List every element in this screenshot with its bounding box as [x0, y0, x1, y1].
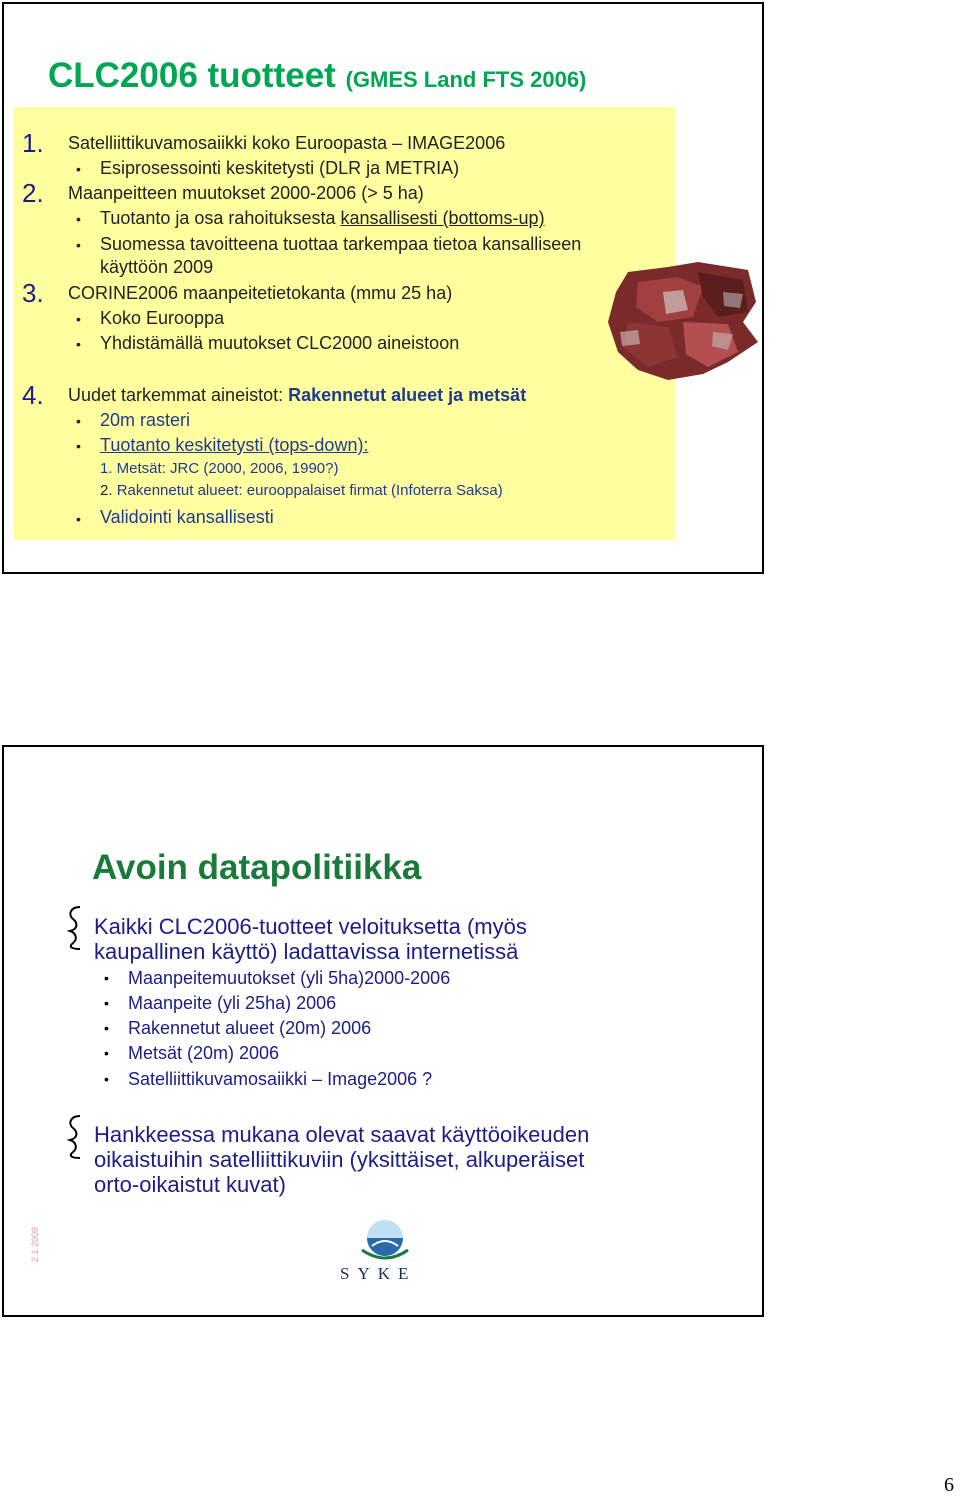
- item-4-sub-c: Validointi kansallisesti: [100, 507, 274, 527]
- item-3-sub-b: Yhdistämällä muutokset CLC2000 aineistoon: [100, 333, 460, 353]
- item-3-sub-a: Koko Eurooppa: [100, 308, 225, 328]
- slide-1-title: CLC2006 tuotteet (GMES Land FTS 2006): [48, 56, 587, 95]
- bullet-dot: •: [76, 413, 81, 429]
- point-1-bullet: Satelliittikuvamosaiikki – Image2006 ?: [128, 1069, 433, 1089]
- bullet-dot: •: [76, 161, 81, 177]
- item-3-text: CORINE2006 maanpeitetietokanta (mmu 25 ha): [68, 283, 453, 303]
- item-2-sub-b-line-1: Suomessa tavoitteena tuottaa tarkempaa tietoa kansalliseen: [100, 234, 582, 254]
- item-4-sub-a: 20m rasteri: [100, 410, 191, 430]
- item-1-number: 1.: [22, 128, 44, 158]
- bullet-dot: •: [104, 1045, 109, 1061]
- satellite-mosaic-image: [608, 262, 758, 380]
- bullet-dot: •: [76, 237, 81, 253]
- item-1-text: Satelliittikuvamosaiikki koko Euroopasta – IMAGE2006: [68, 133, 506, 153]
- bullet-dot: •: [76, 311, 81, 327]
- item-4-sub-b-1: 1. Metsät: JRC (2000, 2006, 1990?): [100, 460, 339, 477]
- point-2-line-1: Hankkeessa mukana olevat saavat käyttöoikeuden: [94, 1122, 590, 1147]
- slide-date: 2.1.2008: [30, 1226, 40, 1262]
- slide-2-title: Avoin datapolitiikka: [92, 848, 422, 887]
- item-2-sub-b-line-2: käyttöön 2009: [100, 257, 214, 277]
- item-4-number: 4.: [22, 380, 44, 410]
- point-1-bullet: Rakennetut alueet (20m) 2006: [128, 1018, 372, 1038]
- bullet-dot: •: [76, 511, 81, 527]
- point-1-bullet: Metsät (20m) 2006: [128, 1043, 280, 1063]
- item-2-sub-a: Tuotanto ja osa rahoituksesta kansallisesti (bottoms-up): [100, 208, 545, 228]
- syke-logo-text: SYKE: [340, 1264, 417, 1283]
- page-number: 6: [944, 1474, 954, 1496]
- point-2-line-3: orto-oikaistut kuvat): [94, 1172, 286, 1197]
- item-4-sub-b-2: 2. Rakennetut alueet: eurooppalaiset firmat (Infoterra Saksa): [100, 482, 503, 499]
- bullet-dot: •: [104, 970, 109, 986]
- point-1-bullet: Maanpeitemuutokset (yli 5ha)2000-2006: [128, 968, 451, 988]
- point-2-line-2: oikaistuihin satelliittikuviin (yksittäiset, alkuperäiset: [94, 1147, 585, 1172]
- point-1-line-2: kaupallinen käyttö) ladattavissa internetissä: [94, 939, 519, 964]
- item-2-number: 2.: [22, 178, 44, 208]
- bullet-dot: •: [76, 336, 81, 352]
- bullet-dot: •: [104, 995, 109, 1011]
- bullet-dot: •: [76, 211, 81, 227]
- item-4-sub-b: Tuotanto keskitetysti (tops-down):: [100, 435, 369, 455]
- item-1-sub-a: Esiprosessointi keskitetysti (DLR ja METRIA): [100, 158, 460, 178]
- bullet-dot: •: [104, 1020, 109, 1036]
- point-1-line-1: Kaikki CLC2006-tuotteet veloituksetta (myös: [94, 914, 527, 939]
- bullet-dot: •: [104, 1071, 109, 1087]
- hook-bullet-icon: [64, 905, 86, 951]
- point-1-bullet: Maanpeite (yli 25ha) 2006: [128, 993, 337, 1013]
- bullet-dot: •: [76, 438, 81, 454]
- item-2-text: Maanpeitteen muutokset 2000-2006 (> 5 ha): [68, 183, 424, 203]
- item-4-text: Uudet tarkemmat aineistot: Rakennetut alueet ja metsät: [68, 385, 527, 405]
- hook-bullet-icon: [64, 1114, 86, 1160]
- item-3-number: 3.: [22, 278, 44, 308]
